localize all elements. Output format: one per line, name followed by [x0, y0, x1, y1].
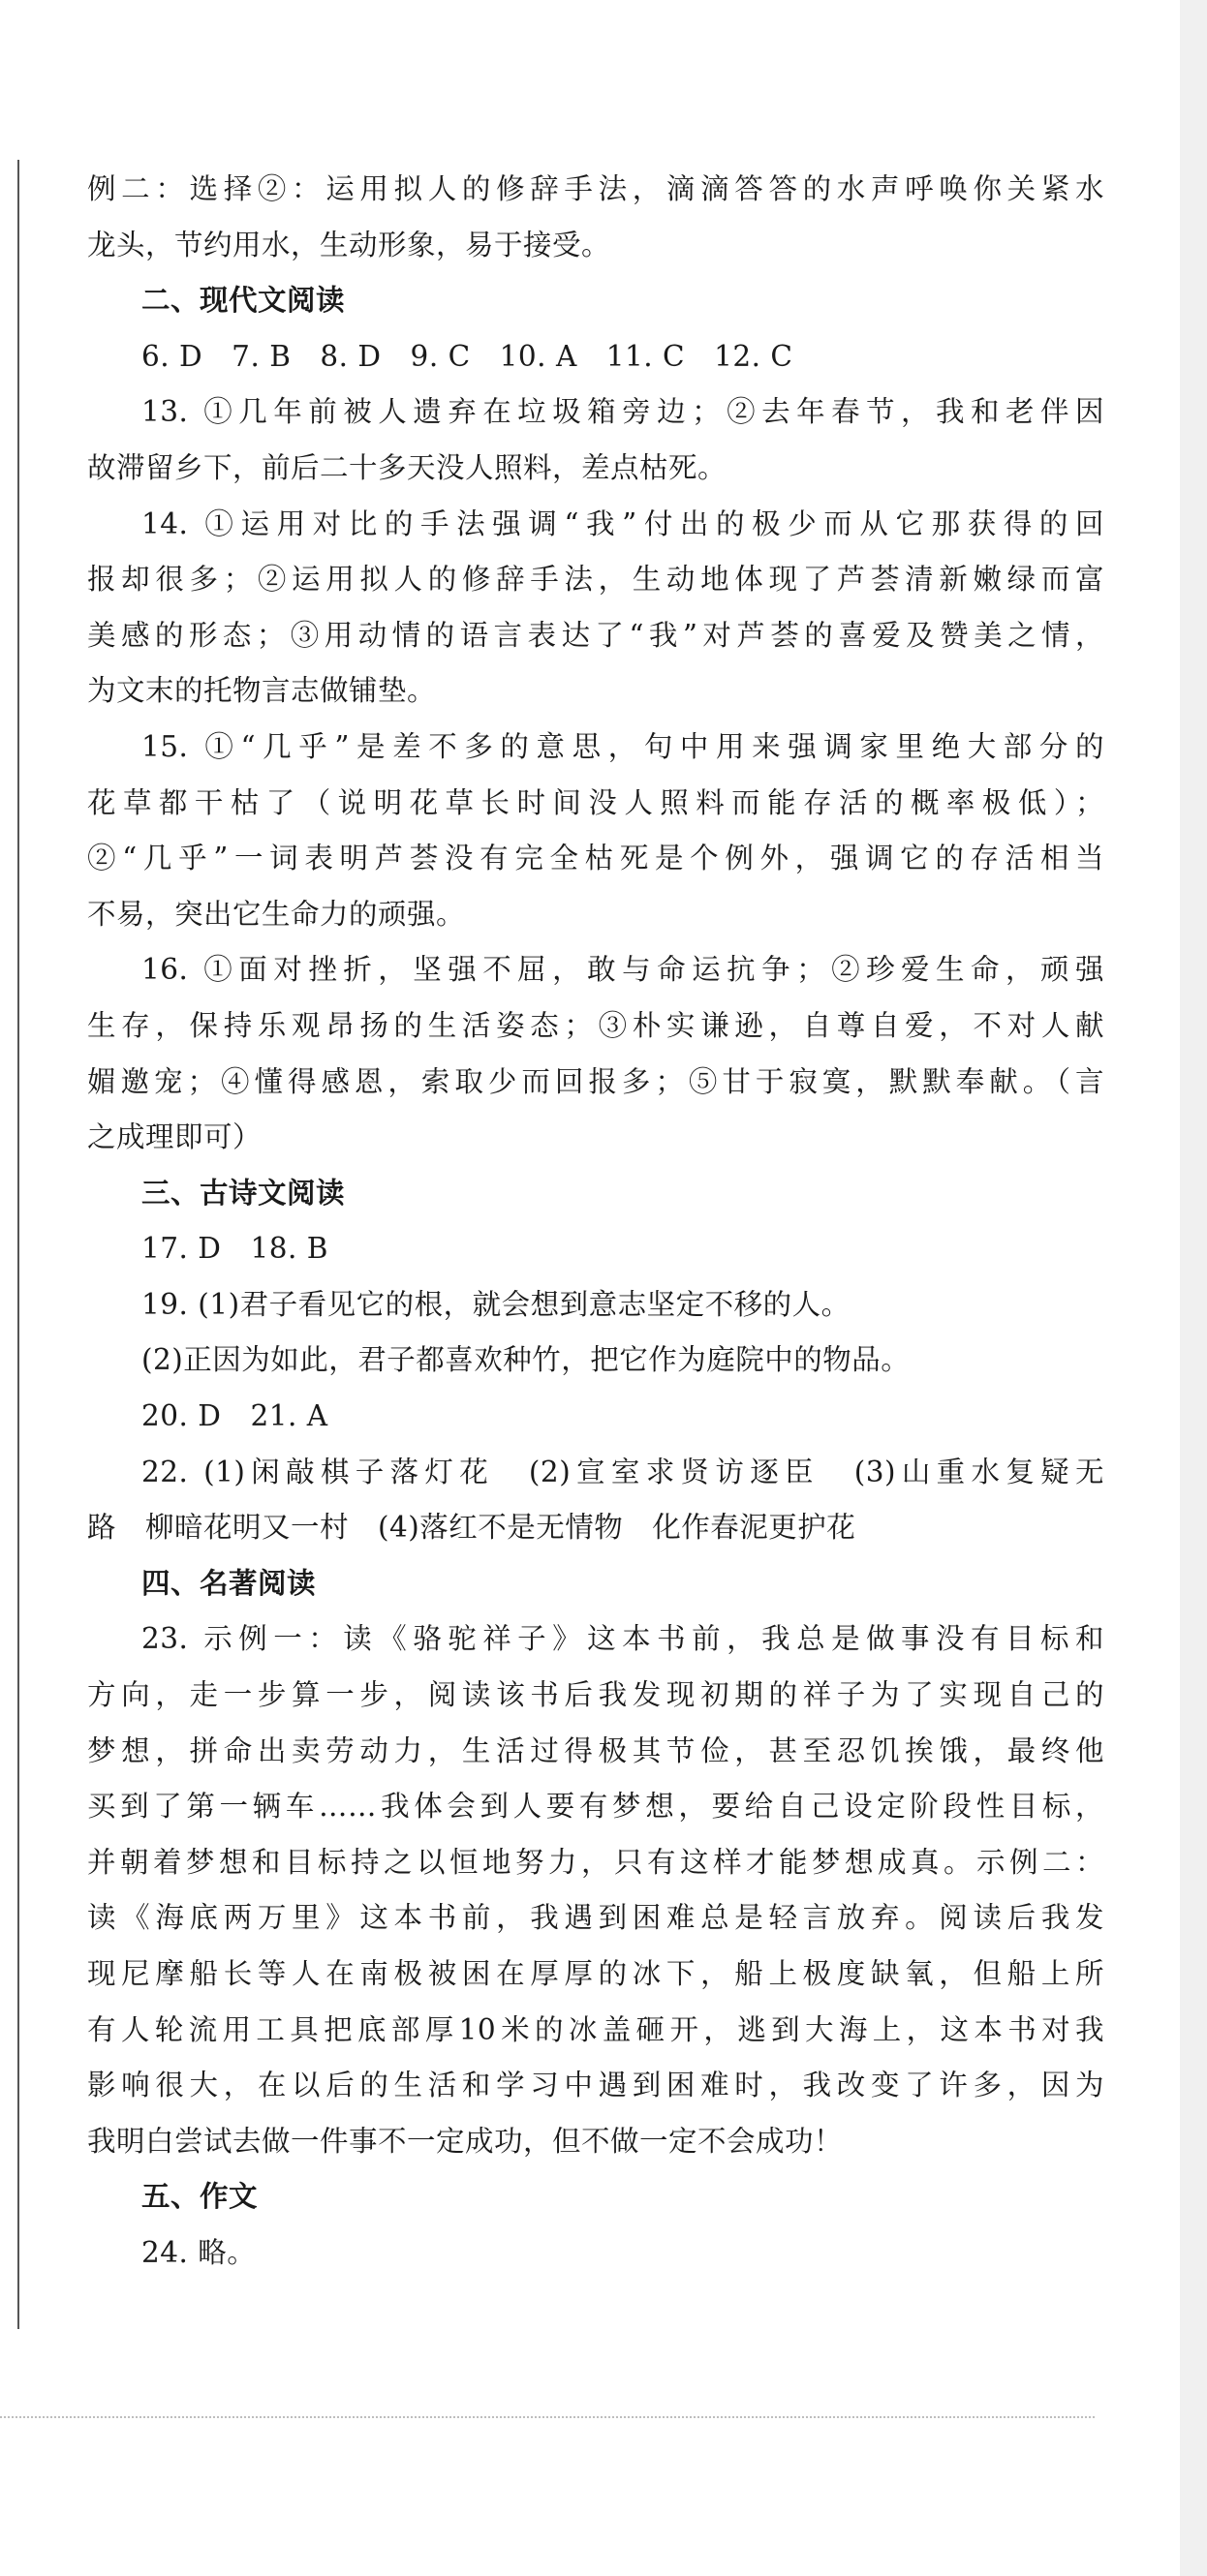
- text-line: 买到了第一辆车……我体会到人要有梦想，要给自己设定阶段性目标，: [87, 1790, 1104, 1824]
- text-line: 19. (1)君子看见它的根，就会想到意志坚定不移的人。: [141, 1287, 851, 1321]
- text-line: 我明白尝试去做一件事不一定成功，但不做一定不会成功！: [87, 2124, 844, 2158]
- text-line: 24. 略。: [141, 2235, 257, 2269]
- text-line: 15. ①“几乎”是差不多的意思，句中用来强调家里绝大部分的: [141, 729, 1104, 763]
- text-line: 16. ①面对挫折，坚强不屈，敢与命运抗争；②珍爱生命，顽强: [141, 953, 1104, 987]
- text-line: 6. D 7. B 8. D 9. C 10. A 11. C 12. C: [141, 339, 793, 373]
- text-line: 美感的形态；③用动情的语言表达了“我”对芦荟的喜爱及赞美之情，: [87, 618, 1104, 652]
- text-line: 14. ①运用对比的手法强调“我”付出的极少而从它那获得的回: [141, 506, 1104, 540]
- dotted-divider: [0, 2416, 1095, 2418]
- text-line: 20. D 21. A: [141, 1399, 328, 1433]
- text-line: 路 柳暗花明又一村 (4)落红不是无情物 化作春泥更护花: [87, 1511, 856, 1545]
- text-line: 17. D 18. B: [141, 1232, 328, 1266]
- text-line: 报却很多；②运用拟人的修辞手法，生动地体现了芦荟清新嫩绿而富: [87, 563, 1104, 597]
- section-heading: 四、名著阅读: [141, 1566, 317, 1600]
- text-line: 梦想，拼命出卖劳动力，生活过得极其节俭，甚至忍饥挨饿，最终他: [87, 1733, 1104, 1767]
- text-line: 故滞留乡下，前后二十多天没人照料，差点枯死。: [87, 450, 727, 484]
- section-heading: 二、现代文阅读: [141, 284, 346, 318]
- text-line: 有人轮流用工具把底部厚10米的冰盖砸开，逃到大海上，这本书对我: [87, 2012, 1104, 2046]
- text-line: 13. ①几年前被人遗弃在垃圾箱旁边；②去年春节，我和老伴因: [141, 395, 1104, 429]
- text-line: 影响很大，在以后的生活和学习中遇到困难时，我改变了许多，因为: [87, 2069, 1104, 2102]
- text-line: 生存，保持乐观昂扬的生活姿态；③朴实谦逊，自尊自爱，不对人献: [87, 1008, 1104, 1042]
- text-line: 并朝着梦想和目标持之以恒地努力，只有这样才能梦想成真。示例二：: [87, 1845, 1104, 1879]
- text-line: 媚邀宠；④懂得感恩，索取少而回报多；⑤甘于寂寞，默默奉献。（言: [87, 1064, 1104, 1098]
- text-line: 读《海底两万里》这本书前，我遇到困难总是轻言放弃。阅读后我发: [87, 1901, 1104, 1935]
- text-line: 23. 示例一：读《骆驼祥子》这本书前，我总是做事没有目标和: [141, 1622, 1104, 1656]
- text-line: 方向，走一步算一步，阅读该书后我发现初期的祥子为了实现自己的: [87, 1678, 1104, 1712]
- section-heading: 三、古诗文阅读: [141, 1176, 346, 1210]
- text-line: 之成理即可）: [87, 1120, 263, 1154]
- section-heading: 五、作文: [141, 2180, 259, 2214]
- text-line: 例二：选择②：运用拟人的修辞手法，滴滴答答的水声呼唤你关紧水: [87, 172, 1104, 205]
- text-line: 龙头，节约用水，生动形象，易于接受。: [87, 228, 611, 261]
- text-line: 不易，突出它生命力的顽强。: [87, 897, 466, 931]
- text-line: 22. (1)闲敲棋子落灯花 (2)宣室求贤访逐臣 (3)山重水复疑无: [141, 1455, 1104, 1488]
- text-line: (2)正因为如此，君子都喜欢种竹，把它作为庭院中的物品。: [141, 1343, 911, 1377]
- text-line: ②“几乎”一词表明芦荟没有完全枯死是个例外，强调它的存活相当: [87, 842, 1104, 875]
- text-line: 花草都干枯了（说明花草长时间没人照料而能存活的概率极低）；: [87, 785, 1104, 819]
- text-line: 现尼摩船长等人在南极被困在厚厚的冰下，船上极度缺氧，但船上所: [87, 1957, 1104, 1990]
- text-line: 为文末的托物言志做铺垫。: [87, 674, 437, 708]
- left-margin-rule: [17, 160, 19, 2329]
- answer-text-block: [87, 162, 1104, 2282]
